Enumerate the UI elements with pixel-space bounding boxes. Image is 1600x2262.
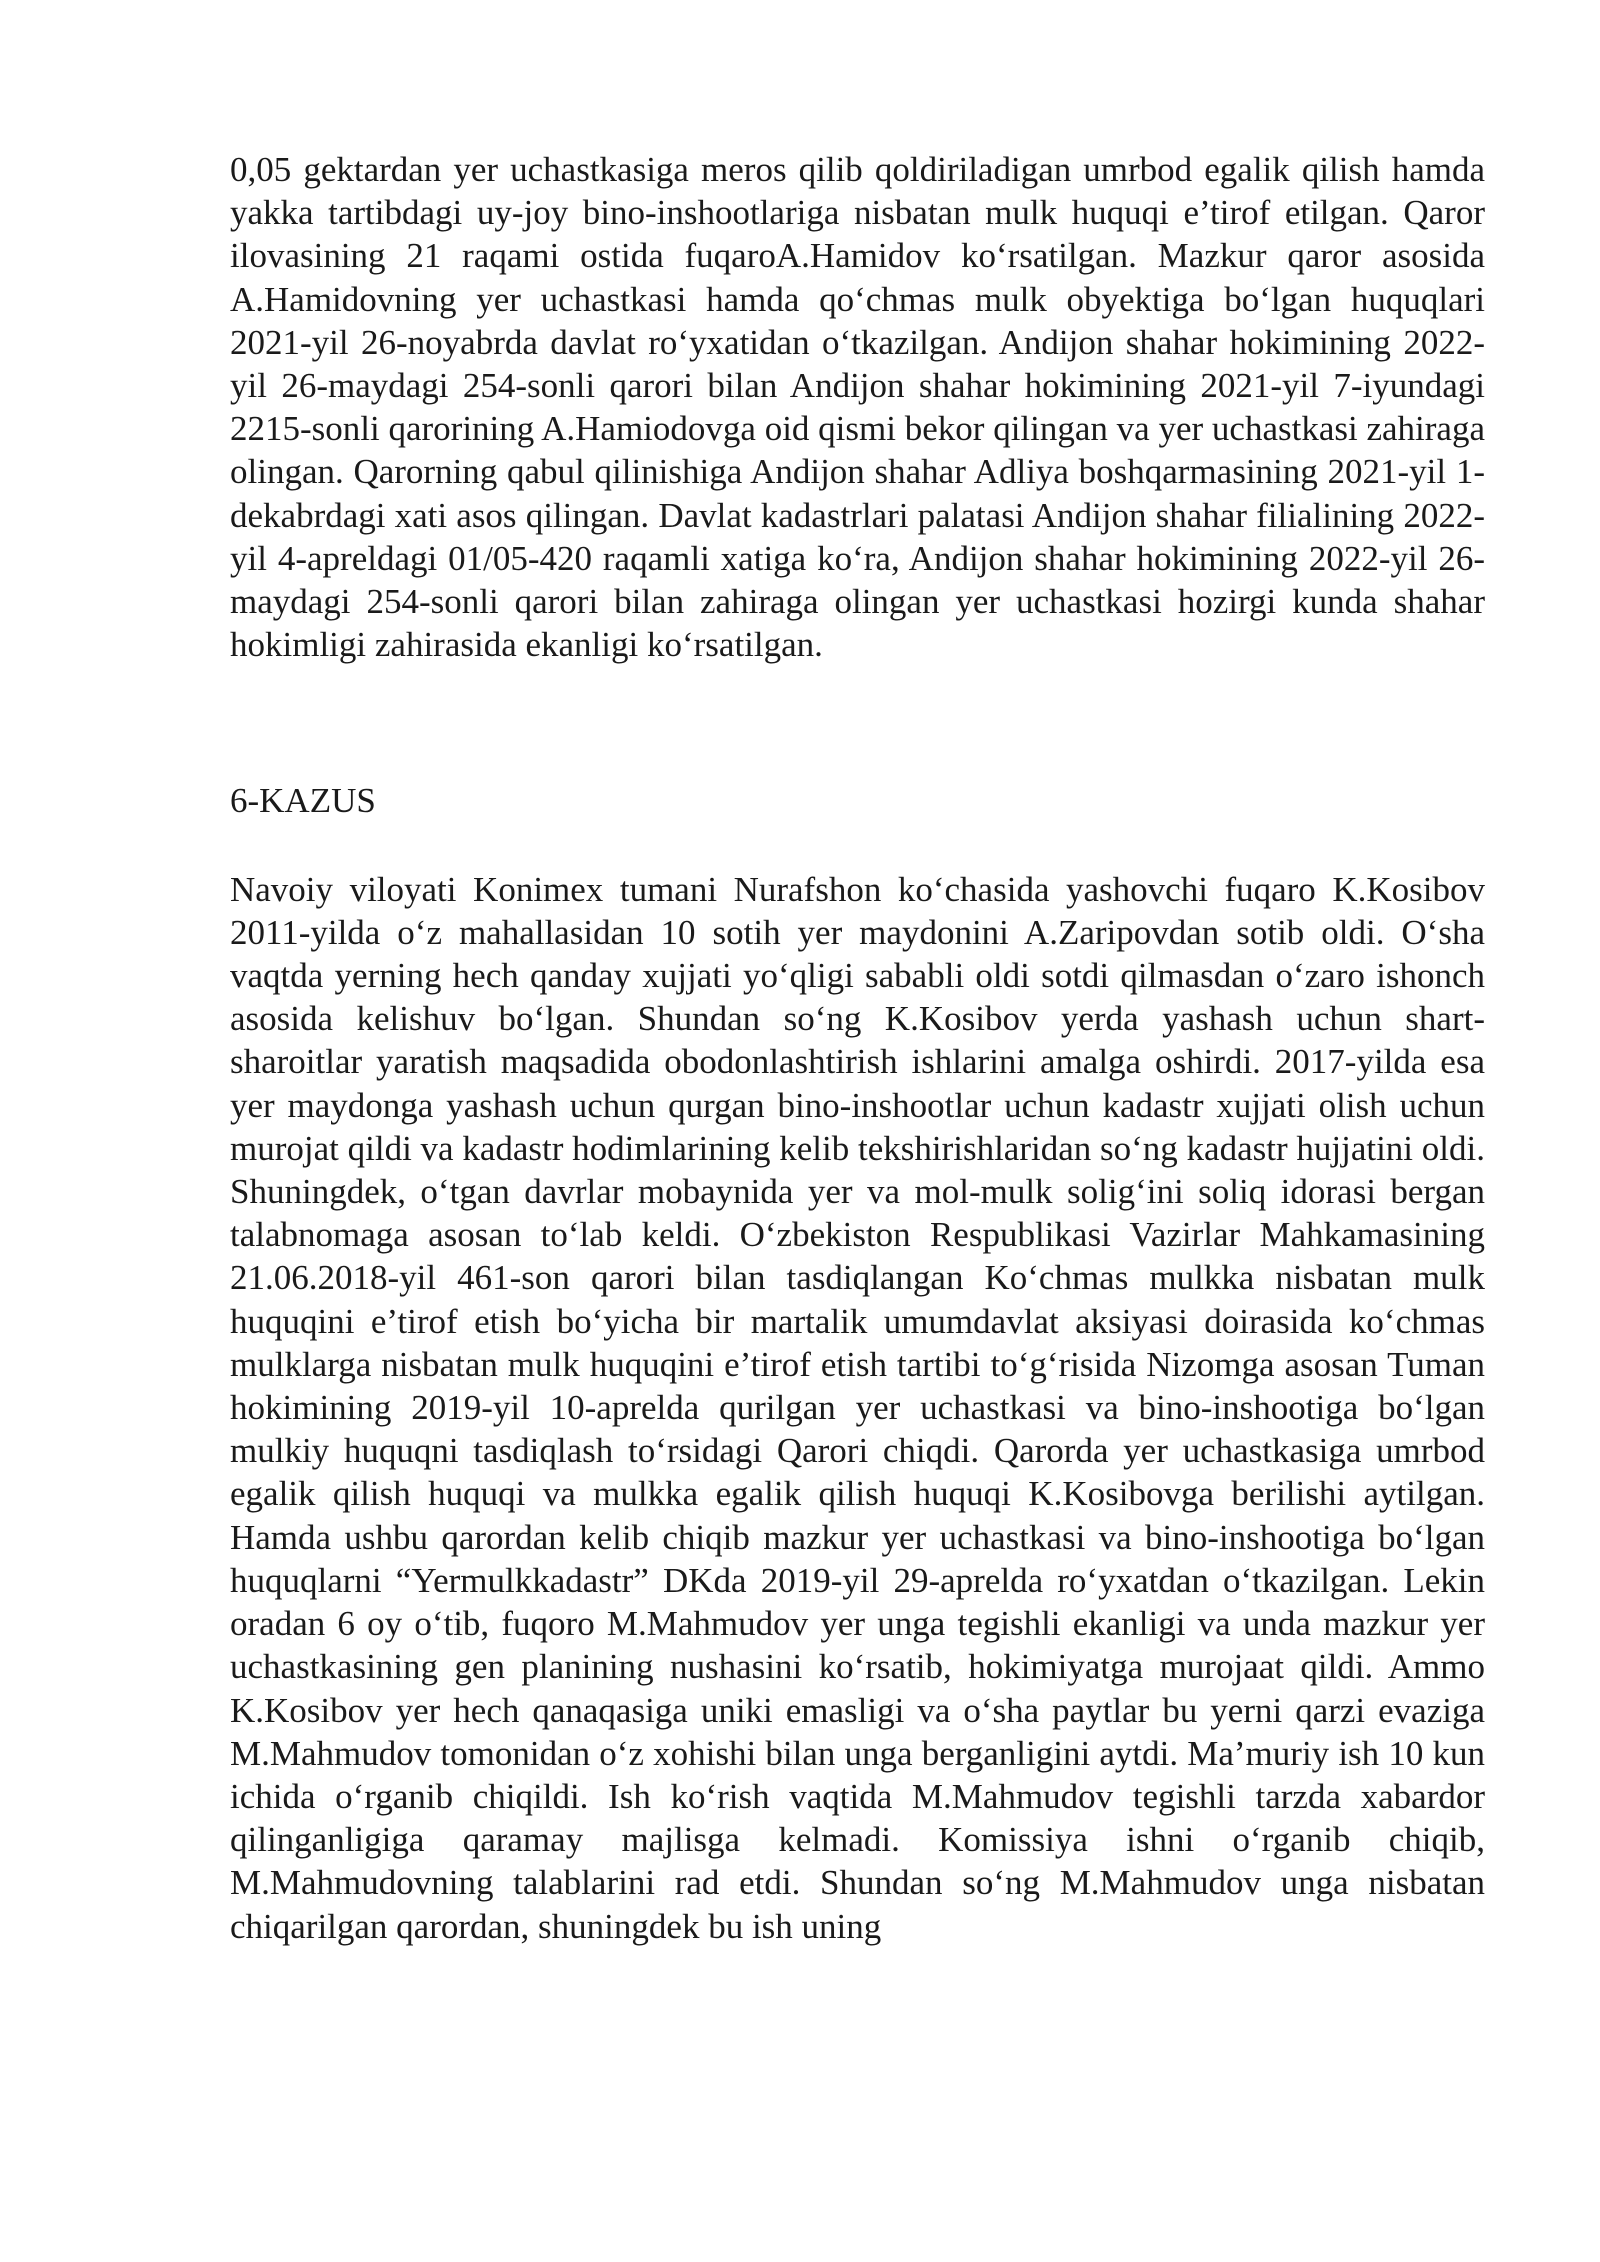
document-page: [230, 148, 1485, 1948]
case-paragraph: Navoiy viloyati Konimex tumani Nurafshon ko‘chasida yashovchi fuqaro K.Kosibov 2011-yilda o‘z mahallasidan 10 sotih yer maydonini A.Zaripovdan sotib oldi. O‘sha vaqtda yerning hech qanday xujjati yo‘qligi sababli oldi sotdi qilmasdan o‘zaro ishonch asosida kelishuv bo‘lgan. Shundan so‘ng K.Kosibov yerda yashash uchun shart- sharoitlar yaratish maqsadida obodonlashtirish ishlarini amalga oshirdi. 2017-yilda esa yer maydonga yashash uchun qurgan bino-inshootlar uchun kadastr xujjati olish uchun murojat qildi va kadastr hodimlarining kelib tekshirishlaridan so‘ng kadastr hujjatini oldi. Shuningdek, o‘tgan davrlar mobaynida yer va mol-mulk solig‘ini soliq idorasi bergan talabnomaga asosan to‘lab keldi. O‘zbekiston Respublikasi Vazirlar Mahkamasining 21.06.2018-yil 461-son qarori bilan tasdiqlangan Ko‘chmas mulkka nisbatan mulk huquqini e’tirof etish bo‘yicha bir martalik umumdavlat aksiyasi doirasida ko‘chmas mulklarga nisbatan mulk huquqini e’tirof etish tartibi to‘g‘risida Nizomga asosan Tuman hokimining 2019-yil 10-aprelda qurilgan yer uchastkasi va bino-inshootiga bo‘lgan mulkiy huquqni tasdiqlash to‘rsidagi Qarori chiqdi. Qarorda yer uchastkasiga umrbod egalik qilish huquqi va mulkka egalik qilish huquqi K.Kosibovga berilishi aytilgan. Hamda ushbu qarordan kelib chiqib mazkur yer uchastkasi va bino-inshootiga bo‘lgan huquqlarni “Yermulkkadastr” DKda 2019-yil 29-aprelda ro‘yxatdan o‘tkazilgan. Lekin oradan 6 oy o‘tib, fuqoro M.Mahmudov yer unga tegishli ekanligi va unda mazkur yer uchastkasining gen planining nushasini ko‘rsatib, hokimiyatga murojaat qildi. Ammo K.Kosibov yer hech qanaqasiga uniki emasligi va o‘sha paytlar bu yerni qarzi evaziga M.Mahmudov tomonidan o‘z xohishi bilan unga berganligini aytdi. Ma’muriy ish 10 kun ichida o‘rganib chiqildi. Ish ko‘rish vaqtida M.Mahmudov tegishli tarzda xabardor qilinganligiga qaramay majlisga kelmadi. Komissiya ishni o‘rganib chiqib, M.Mahmudovning talablarini rad etdi. Shundan so‘ng M.Mahmudov unga nisbatan chiqarilgan qarordan, shuningdek bu ish uning: [230, 869, 1485, 1946]
case-heading: 6-KAZUS: [230, 781, 376, 821]
paragraph-continuation: 0,05 gektardan yer uchastkasiga meros qilib qoldiriladigan umrbod egalik qilish hamda yakka tartibdagi uy-joy bino-inshootlariga nisbatan mulk huquqi e’tirof etilgan. Qaror ilovasining 21 raqami ostida fuqaroA.Hamidov ko‘rsatilgan. Mazkur qaror asosida A.Hamidovning yer uchastkasi hamda qo‘chmas mulk obyektiga bo‘lgan huquqlari 2021-yil 26-noyabrda davlat ro‘yxatidan o‘tkazilgan. Andijon shahar hokimining 2022-yil 26-maydagi 254-sonli qarori bilan Andijon shahar hokimining 2021-yil 7-iyundagi 2215-sonli qarorining A.Hamiodovga oid qismi bekor qilingan va yer uchastkasi zahiraga olingan. Qarorning qabul qilinishiga Andijon shahar Adliya boshqarmasining 2021-yil 1-dekabrdagi xati asos qilingan. Davlat kadastrlari palatasi Andijon shahar filialining 2022-yil 4-apreldagi 01/05-420 raqamli xatiga ko‘ra, Andijon shahar hokimining 2022-yil 26-maydagi 254-sonli qarori bilan zahiraga olingan yer uchastkasi hozirgi kunda shahar hokimligi zahirasida ekanligi ko‘rsatilgan.: [230, 150, 1485, 665]
